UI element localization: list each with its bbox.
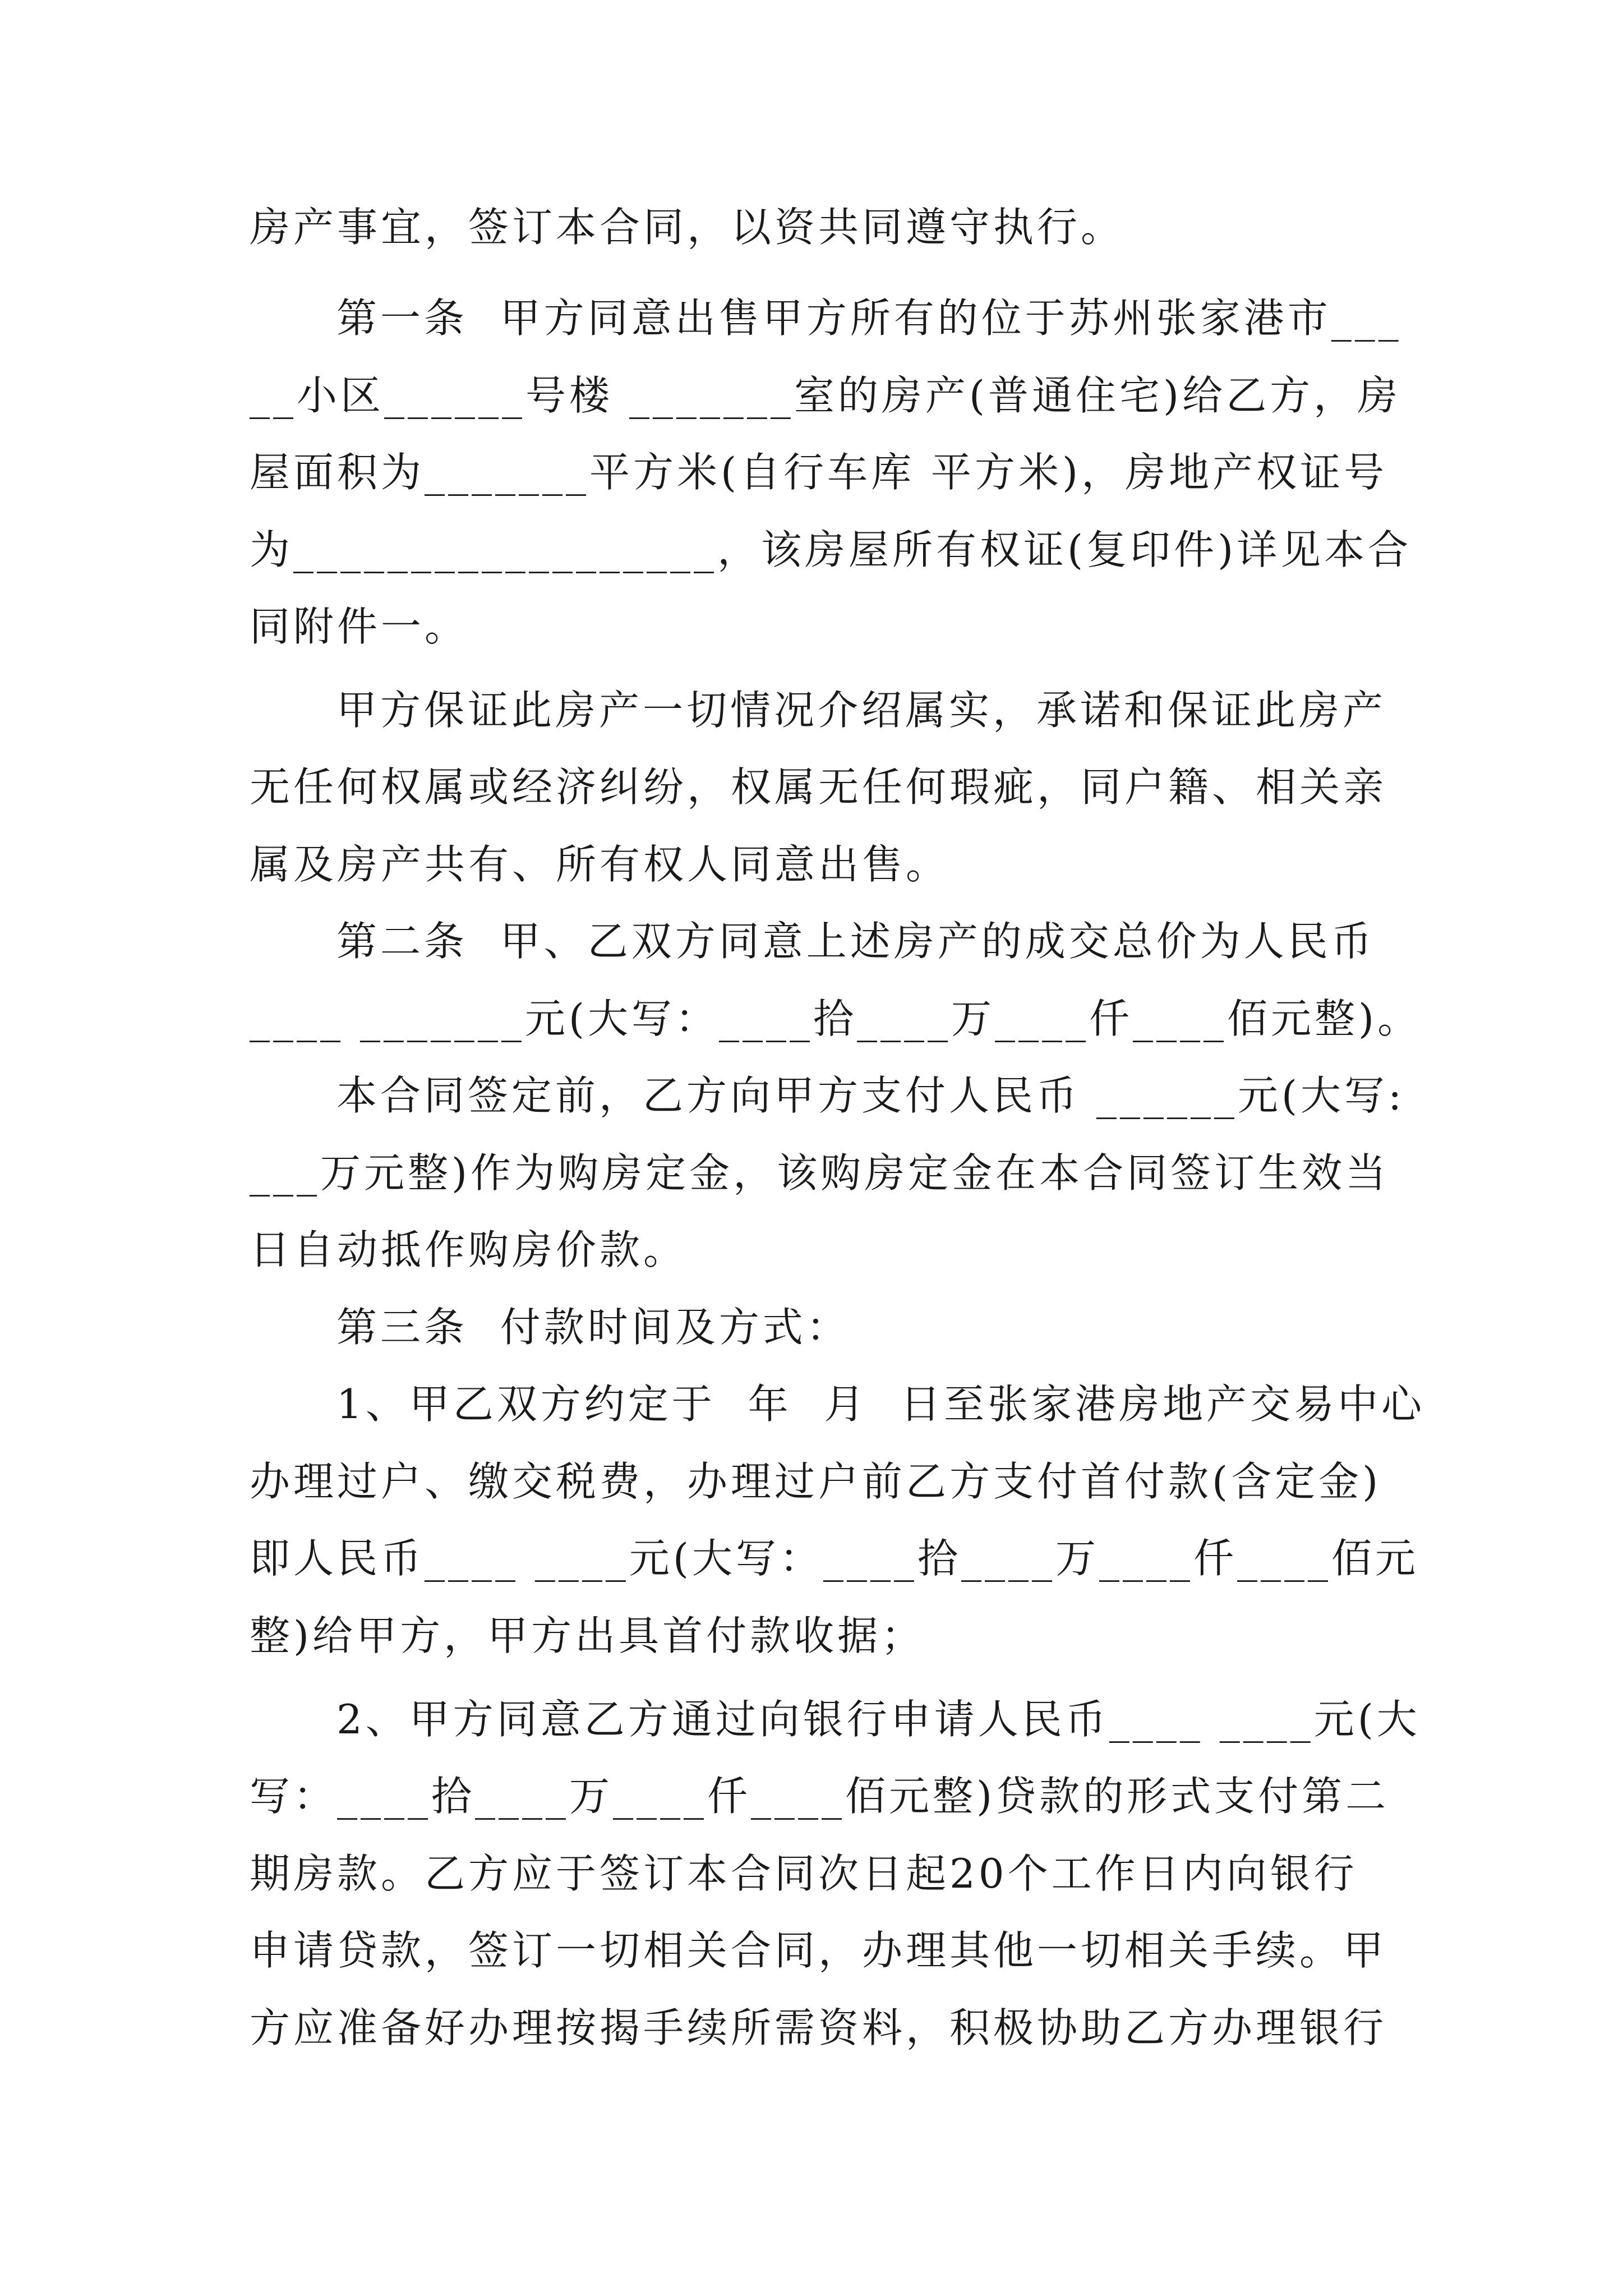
text-line-13: ___万元整)作为购房定金，该购房定金在本合同签订生效当 [250,1149,1390,1197]
text-line-16: 1、甲乙双方约定于 年 月 日至张家港房地产交易中心 [336,1381,1426,1428]
text-line-22: 期房款。乙方应于签订本合同次日起20个工作日内向银行 [250,1850,1358,1897]
text-line-2: 第一条 甲方同意出售甲方所有的位于苏州张家港市___ [336,295,1402,342]
text-line-21: 写：____拾____万____仟____佰元整)贷款的形式支付第二 [250,1773,1390,1820]
text-line-12: 本合同签定前，乙方向甲方支付人民币 ______元(大写: [336,1072,1405,1119]
text-line-15: 第三条 付款时间及方式： [336,1304,850,1351]
text-line-24: 方应准备好办理按揭手续所需资料，积极协助乙方办理银行 [250,2004,1387,2051]
text-line-23: 申请贷款，签订一切相关合同，办理其他一切相关手续。甲 [250,1927,1387,1974]
text-line-20: 2、甲方同意乙方通过向银行申请人民币____ ____元(大 [336,1696,1421,1743]
text-line-11: ____ _______元(大写：____拾____万____仟____佰元整)。 [250,995,1422,1042]
text-line-1: 房产事宜，签订本合同，以资共同遵守执行。 [250,204,1125,251]
text-line-4: 屋面积为_______平方米(自行车库 平方米)，房地产权证号 [250,449,1388,496]
text-line-19: 整)给甲方，甲方出具首付款收据； [250,1612,925,1659]
text-line-17: 办理过户、缴交税费，办理过户前乙方支付首付款(含定金) [250,1458,1382,1505]
text-line-14: 日自动抵作购房价款。 [250,1226,688,1273]
text-line-7: 甲方保证此房产一切情况介绍属实，承诺和保证此房产 [336,687,1387,734]
text-line-18: 即人民币____ ____元(大写：____拾____万____仟____佰元 [250,1535,1419,1582]
text-line-8: 无任何权属或经济纠纷，权属无任何瑕疵，同户籍、相关亲 [250,763,1387,811]
text-line-9: 属及房产共有、所有权人同意出售。 [250,841,950,888]
text-line-10: 第二条 甲、乙双方同意上述房产的成交总价为人民币 [336,918,1375,965]
text-line-5: 为__________________，该房屋所有权证(复印件)详见本合 [250,526,1412,573]
text-line-3: __小区______号楼 _______室的房产(普通住宅)给乙方，房 [250,372,1401,419]
text-line-6: 同附件一。 [250,603,469,650]
